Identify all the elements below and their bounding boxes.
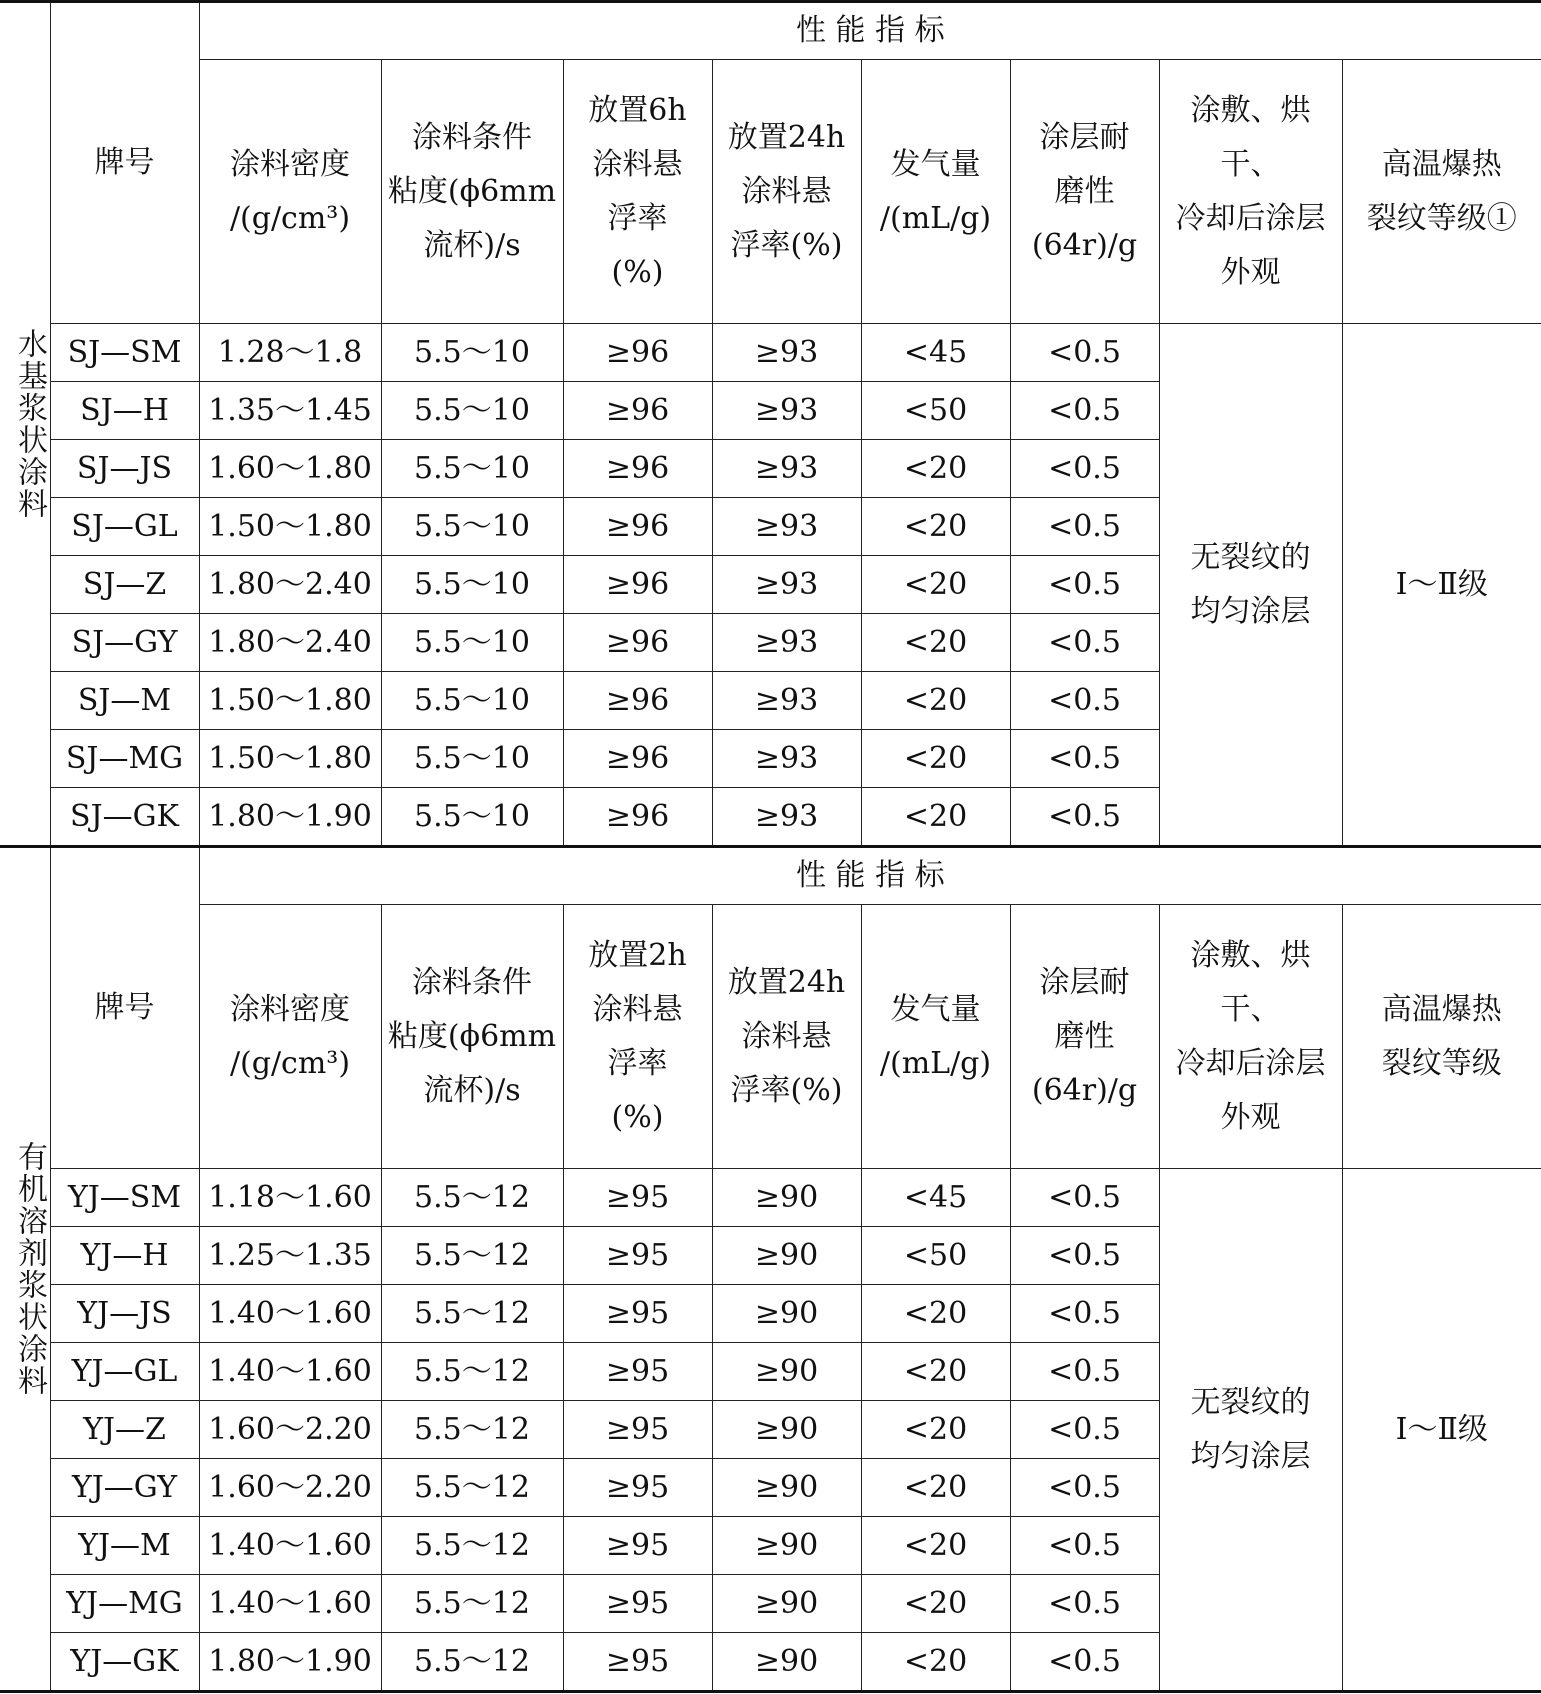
density-cell: 1.35～1.45 — [199, 382, 381, 440]
gas-cell: <50 — [861, 382, 1010, 440]
brand-cell: SJ—GL — [50, 498, 199, 556]
density-cell: 1.50～1.80 — [199, 672, 381, 730]
brand-header: 牌号 — [50, 2, 199, 324]
density-cell: 1.60～2.20 — [199, 1401, 381, 1459]
viscosity-cell: 5.5～12 — [381, 1227, 563, 1285]
susp-short-cell: ≥95 — [563, 1633, 712, 1692]
density-cell: 1.80～2.40 — [199, 614, 381, 672]
section-band-row — [0, 2, 1541, 60]
susp-long-cell: ≥93 — [712, 788, 861, 847]
susp-short-cell: ≥96 — [563, 672, 712, 730]
column-header-row — [0, 905, 1541, 1169]
gas-cell: <20 — [861, 1517, 1010, 1575]
viscosity-cell: 5.5～10 — [381, 324, 563, 382]
category-text: 有机溶剂浆状涂料 — [12, 1141, 47, 1397]
brand-cell: SJ—Z — [50, 556, 199, 614]
wear-cell: <0.5 — [1010, 556, 1159, 614]
wear-cell: <0.5 — [1010, 382, 1159, 440]
brand-cell: YJ—Z — [50, 1401, 199, 1459]
wear-cell: <0.5 — [1010, 1401, 1159, 1459]
wear-cell: <0.5 — [1010, 730, 1159, 788]
viscosity-cell: 5.5～10 — [381, 440, 563, 498]
brand-cell: SJ—MG — [50, 730, 199, 788]
density-cell: 1.50～1.80 — [199, 498, 381, 556]
density-cell: 1.80～1.90 — [199, 788, 381, 847]
wear-cell: <0.5 — [1010, 324, 1159, 382]
brand-cell: YJ—H — [50, 1227, 199, 1285]
susp-long-cell: ≥93 — [712, 440, 861, 498]
gas-cell: <20 — [861, 1633, 1010, 1692]
viscosity-cell: 5.5～12 — [381, 1169, 563, 1227]
susp-long-cell: ≥90 — [712, 1343, 861, 1401]
viscosity-cell: 5.5～12 — [381, 1633, 563, 1692]
header-gas: 发气量 /(mL/g) — [861, 60, 1010, 324]
brand-cell: YJ—M — [50, 1517, 199, 1575]
density-cell: 1.28～1.8 — [199, 324, 381, 382]
susp-short-cell: ≥96 — [563, 324, 712, 382]
wear-cell: <0.5 — [1010, 788, 1159, 847]
table-row — [0, 324, 1541, 382]
brand-cell: SJ—M — [50, 672, 199, 730]
table-body — [0, 2, 1541, 1692]
section-band-row — [0, 847, 1541, 905]
susp-long-cell: ≥93 — [712, 324, 861, 382]
header-appearance: 涂敷、烘干、 冷却后涂层 外观 — [1159, 60, 1342, 324]
appearance-value: 无裂纹的 均匀涂层 — [1159, 324, 1342, 847]
gas-cell: <20 — [861, 730, 1010, 788]
viscosity-cell: 5.5～10 — [381, 556, 563, 614]
viscosity-cell: 5.5～12 — [381, 1517, 563, 1575]
gas-cell: <50 — [861, 1227, 1010, 1285]
density-cell: 1.80～1.90 — [199, 1633, 381, 1692]
density-cell: 1.25～1.35 — [199, 1227, 381, 1285]
density-cell: 1.40～1.60 — [199, 1285, 381, 1343]
header-wear: 涂层耐 磨性 (64r)/g — [1010, 905, 1159, 1169]
viscosity-cell: 5.5～12 — [381, 1401, 563, 1459]
susp-short-cell: ≥95 — [563, 1401, 712, 1459]
gas-cell: <20 — [861, 1343, 1010, 1401]
crack-grade-value: Ⅰ～Ⅱ级 — [1342, 1169, 1541, 1692]
wear-cell: <0.5 — [1010, 1227, 1159, 1285]
susp-short-cell: ≥95 — [563, 1517, 712, 1575]
header-wear: 涂层耐 磨性 (64r)/g — [1010, 60, 1159, 324]
wear-cell: <0.5 — [1010, 440, 1159, 498]
susp-short-cell: ≥96 — [563, 788, 712, 847]
brand-header: 牌号 — [50, 847, 199, 1169]
density-cell: 1.40～1.60 — [199, 1575, 381, 1633]
wear-cell: <0.5 — [1010, 1575, 1159, 1633]
susp-long-cell: ≥90 — [712, 1169, 861, 1227]
susp-short-cell: ≥95 — [563, 1575, 712, 1633]
wear-cell: <0.5 — [1010, 1285, 1159, 1343]
density-cell: 1.40～1.60 — [199, 1343, 381, 1401]
brand-cell: YJ—GY — [50, 1459, 199, 1517]
viscosity-cell: 5.5～10 — [381, 730, 563, 788]
wear-cell: <0.5 — [1010, 1517, 1159, 1575]
susp-short-cell: ≥95 — [563, 1169, 712, 1227]
performance-band-header: 性 能 指 标 — [199, 2, 1541, 60]
wear-cell: <0.5 — [1010, 1633, 1159, 1692]
header-crack: 高温爆热 裂纹等级① — [1342, 60, 1541, 324]
header-appearance: 涂敷、烘干、 冷却后涂层 外观 — [1159, 905, 1342, 1169]
brand-cell: SJ—GK — [50, 788, 199, 847]
viscosity-cell: 5.5～10 — [381, 614, 563, 672]
header-crack: 高温爆热 裂纹等级 — [1342, 905, 1541, 1169]
section-category-label — [0, 2, 50, 847]
density-cell: 1.40～1.60 — [199, 1517, 381, 1575]
density-cell: 1.50～1.80 — [199, 730, 381, 788]
susp-long-cell: ≥90 — [712, 1401, 861, 1459]
susp-short-cell: ≥96 — [563, 498, 712, 556]
header-susp-short: 放置6h 涂料悬 浮率 (%) — [563, 60, 712, 324]
category-text: 水基浆状涂料 — [12, 328, 47, 520]
viscosity-cell: 5.5～12 — [381, 1343, 563, 1401]
susp-long-cell: ≥93 — [712, 556, 861, 614]
brand-cell: SJ—H — [50, 382, 199, 440]
density-cell: 1.60～2.20 — [199, 1459, 381, 1517]
brand-cell: YJ—GL — [50, 1343, 199, 1401]
susp-short-cell: ≥95 — [563, 1343, 712, 1401]
susp-short-cell: ≥95 — [563, 1285, 712, 1343]
section-category-label — [0, 847, 50, 1692]
viscosity-cell: 5.5～12 — [381, 1459, 563, 1517]
gas-cell: <20 — [861, 498, 1010, 556]
susp-long-cell: ≥90 — [712, 1575, 861, 1633]
header-gas: 发气量 /(mL/g) — [861, 905, 1010, 1169]
header-susp-short: 放置2h 涂料悬 浮率 (%) — [563, 905, 712, 1169]
susp-long-cell: ≥90 — [712, 1459, 861, 1517]
header-density: 涂料密度 /(g/cm³) — [199, 60, 381, 324]
gas-cell: <20 — [861, 556, 1010, 614]
susp-long-cell: ≥93 — [712, 730, 861, 788]
header-susp-long: 放置24h 涂料悬 浮率(%) — [712, 905, 861, 1169]
viscosity-cell: 5.5～12 — [381, 1575, 563, 1633]
viscosity-cell: 5.5～10 — [381, 788, 563, 847]
brand-cell: SJ—SM — [50, 324, 199, 382]
density-cell: 1.18～1.60 — [199, 1169, 381, 1227]
header-density: 涂料密度 /(g/cm³) — [199, 905, 381, 1169]
wear-cell: <0.5 — [1010, 1343, 1159, 1401]
susp-short-cell: ≥96 — [563, 440, 712, 498]
gas-cell: <20 — [861, 440, 1010, 498]
crack-grade-value: Ⅰ～Ⅱ级 — [1342, 324, 1541, 847]
susp-short-cell: ≥95 — [563, 1459, 712, 1517]
susp-short-cell: ≥96 — [563, 382, 712, 440]
gas-cell: <45 — [861, 1169, 1010, 1227]
gas-cell: <20 — [861, 614, 1010, 672]
brand-cell: SJ—JS — [50, 440, 199, 498]
wear-cell: <0.5 — [1010, 1169, 1159, 1227]
wear-cell: <0.5 — [1010, 614, 1159, 672]
viscosity-cell: 5.5～12 — [381, 1285, 563, 1343]
susp-long-cell: ≥93 — [712, 498, 861, 556]
susp-short-cell: ≥96 — [563, 614, 712, 672]
gas-cell: <20 — [861, 1459, 1010, 1517]
header-viscosity: 涂料条件 粘度(ϕ6mm 流杯)/s — [381, 905, 563, 1169]
susp-short-cell: ≥96 — [563, 730, 712, 788]
appearance-value: 无裂纹的 均匀涂层 — [1159, 1169, 1342, 1692]
viscosity-cell: 5.5～10 — [381, 672, 563, 730]
wear-cell: <0.5 — [1010, 1459, 1159, 1517]
susp-long-cell: ≥93 — [712, 672, 861, 730]
density-cell: 1.60～1.80 — [199, 440, 381, 498]
susp-long-cell: ≥90 — [712, 1285, 861, 1343]
gas-cell: <20 — [861, 1401, 1010, 1459]
susp-short-cell: ≥96 — [563, 556, 712, 614]
viscosity-cell: 5.5～10 — [381, 498, 563, 556]
wear-cell: <0.5 — [1010, 672, 1159, 730]
gas-cell: <20 — [861, 788, 1010, 847]
brand-cell: YJ—JS — [50, 1285, 199, 1343]
gas-cell: <20 — [861, 1575, 1010, 1633]
column-header-row — [0, 60, 1541, 324]
performance-band-header: 性 能 指 标 — [199, 847, 1541, 905]
susp-long-cell: ≥93 — [712, 614, 861, 672]
gas-cell: <20 — [861, 1285, 1010, 1343]
susp-short-cell: ≥95 — [563, 1227, 712, 1285]
brand-cell: YJ—SM — [50, 1169, 199, 1227]
susp-long-cell: ≥90 — [712, 1227, 861, 1285]
susp-long-cell: ≥93 — [712, 382, 861, 440]
wear-cell: <0.5 — [1010, 498, 1159, 556]
gas-cell: <20 — [861, 672, 1010, 730]
header-susp-long: 放置24h 涂料悬 浮率(%) — [712, 60, 861, 324]
density-cell: 1.80～2.40 — [199, 556, 381, 614]
susp-long-cell: ≥90 — [712, 1633, 861, 1692]
susp-long-cell: ≥90 — [712, 1517, 861, 1575]
viscosity-cell: 5.5～10 — [381, 382, 563, 440]
gas-cell: <45 — [861, 324, 1010, 382]
brand-cell: YJ—GK — [50, 1633, 199, 1692]
table-row — [0, 1169, 1541, 1227]
header-viscosity: 涂料条件 粘度(ϕ6mm 流杯)/s — [381, 60, 563, 324]
brand-cell: YJ—MG — [50, 1575, 199, 1633]
brand-cell: SJ—GY — [50, 614, 199, 672]
